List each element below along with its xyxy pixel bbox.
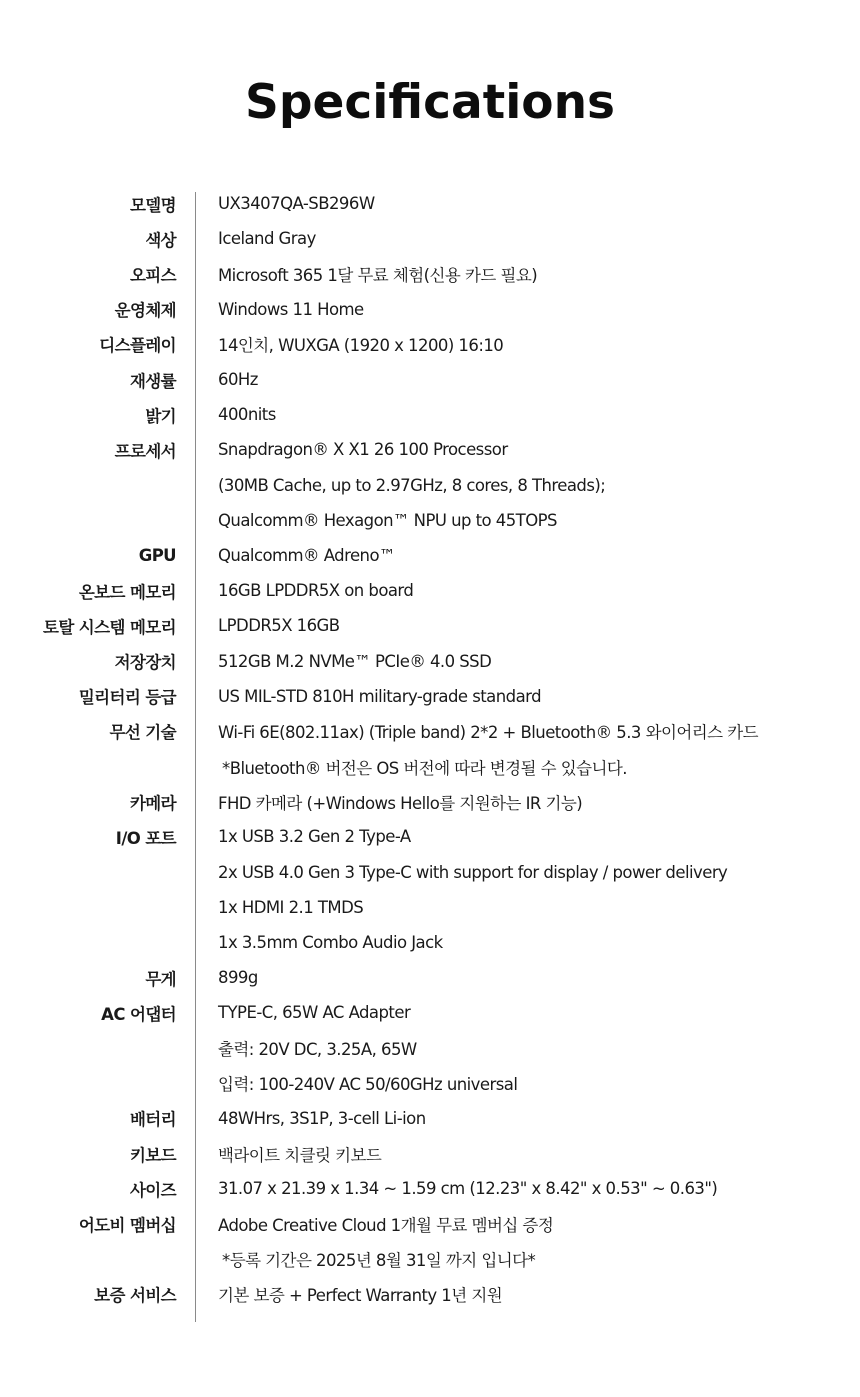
spec-label: 토탈 시스템 메모리 xyxy=(42,617,176,637)
spec-value: 출력: 20V DC, 3.25A, 65W xyxy=(218,1040,417,1060)
spec-value: 백라이트 치클릿 키보드 xyxy=(218,1145,382,1165)
spec-value: Snapdragon® X X1 26 100 Processor xyxy=(218,440,508,460)
spec-row xyxy=(0,890,860,925)
spec-value: 512GB M.2 NVMe™ PCIe® 4.0 SSD xyxy=(218,651,492,671)
spec-value: LPDDR5X 16GB xyxy=(218,616,340,636)
spec-row xyxy=(0,714,860,749)
spec-row xyxy=(0,186,860,221)
spec-label: 모델명 xyxy=(129,195,176,215)
spec-row xyxy=(0,1066,860,1101)
spec-row xyxy=(0,292,860,327)
spec-label: 재생률 xyxy=(129,371,176,391)
spec-value: UX3407QA-SB296W xyxy=(218,194,375,214)
spec-row xyxy=(0,960,860,995)
spec-row xyxy=(0,1242,860,1277)
spec-row xyxy=(0,995,860,1030)
spec-label: 디스플레이 xyxy=(99,336,176,356)
spec-row xyxy=(0,784,860,819)
spec-note: *Bluetooth® 버전은 OS 버전에 따라 변경될 수 있습니다. xyxy=(222,758,627,778)
spec-value: Qualcomm® Hexagon™ NPU up to 45TOPS xyxy=(218,510,557,530)
spec-label: 밝기 xyxy=(145,406,176,426)
spec-label: 오피스 xyxy=(129,265,176,285)
spec-row xyxy=(0,855,860,890)
spec-label: 키보드 xyxy=(129,1145,176,1165)
spec-label: GPU xyxy=(138,545,176,565)
spec-label: 밀리터리 등급 xyxy=(78,688,176,708)
spec-value: 1x HDMI 2.1 TMDS xyxy=(218,897,364,917)
spec-row xyxy=(0,925,860,960)
spec-value: 1x 3.5mm Combo Audio Jack xyxy=(218,933,443,953)
spec-row xyxy=(0,221,860,256)
spec-row xyxy=(0,608,860,643)
spec-label: 카메라 xyxy=(129,793,176,813)
spec-value: 400nits xyxy=(218,405,276,425)
spec-row xyxy=(0,397,860,432)
spec-row xyxy=(0,749,860,784)
spec-label: 운영체제 xyxy=(114,301,176,321)
page-title: Specifications xyxy=(244,75,616,130)
spec-value: 기본 보증 + Perfect Warranty 1년 지원 xyxy=(218,1286,503,1306)
spec-label: 온보드 메모리 xyxy=(78,582,176,602)
spec-label: 무게 xyxy=(145,969,176,989)
spec-label: AC 어댑터 xyxy=(101,1004,176,1024)
spec-value: 16GB LPDDR5X on board xyxy=(218,581,414,601)
spec-value: 60Hz xyxy=(218,370,258,390)
spec-label: 사이즈 xyxy=(129,1180,176,1200)
spec-value: Wi-Fi 6E(802.11ax) (Triple band) 2*2 + Bluetooth® 5.3 와이어리스 카드 xyxy=(218,723,758,743)
spec-label: 배터리 xyxy=(129,1110,176,1130)
spec-row xyxy=(0,503,860,538)
spec-value: 31.07 x 21.39 x 1.34 ~ 1.59 cm (12.23" x 8.42" x 0.53" ~ 0.63") xyxy=(218,1179,718,1199)
spec-value: Microsoft 365 1달 무료 체험(신용 카드 필요) xyxy=(218,265,538,285)
spec-table xyxy=(0,186,860,1312)
spec-note: *등록 기간은 2025년 8월 31일 까지 입니다* xyxy=(222,1251,536,1271)
spec-row xyxy=(0,1277,860,1312)
spec-value: Windows 11 Home xyxy=(218,299,364,319)
spec-row xyxy=(0,573,860,608)
spec-row xyxy=(0,256,860,291)
spec-label: 어도비 멤버십 xyxy=(78,1216,176,1236)
spec-row xyxy=(0,679,860,714)
spec-row xyxy=(0,468,860,503)
spec-value: FHD 카메라 (+Windows Hello를 지원하는 IR 기능) xyxy=(218,793,583,813)
spec-label: 무선 기술 xyxy=(109,723,176,743)
spec-value: TYPE-C, 65W AC Adapter xyxy=(218,1003,411,1023)
spec-value: 899g xyxy=(218,968,258,988)
spec-value: 입력: 100-240V AC 50/60GHz universal xyxy=(218,1075,518,1095)
spec-row xyxy=(0,327,860,362)
spec-row xyxy=(0,1101,860,1136)
spec-row xyxy=(0,432,860,467)
spec-value: Adobe Creative Cloud 1개월 무료 멤버십 증정 xyxy=(218,1216,554,1236)
spec-value: 1x USB 3.2 Gen 2 Type-A xyxy=(218,827,411,847)
spec-value: 2x USB 4.0 Gen 3 Type-C with support for display / power delivery xyxy=(218,862,728,882)
spec-row xyxy=(0,643,860,678)
spec-row xyxy=(0,1031,860,1066)
spec-row xyxy=(0,1206,860,1241)
spec-value: 14인치, WUXGA (1920 x 1200) 16:10 xyxy=(218,336,504,356)
spec-value: 48WHrs, 3S1P, 3-cell Li-ion xyxy=(218,1108,426,1128)
spec-value: US MIL-STD 810H military-grade standard xyxy=(218,686,541,706)
spec-value: Iceland Gray xyxy=(218,229,316,249)
spec-row xyxy=(0,1171,860,1206)
spec-label: I/O 포트 xyxy=(115,828,176,848)
spec-label: 저장장치 xyxy=(114,653,176,673)
spec-label: 색상 xyxy=(145,230,176,250)
spec-label: 프로세서 xyxy=(114,441,176,461)
spec-row xyxy=(0,819,860,854)
spec-value: Qualcomm® Adreno™ xyxy=(218,545,395,565)
spec-row xyxy=(0,362,860,397)
spec-row xyxy=(0,1136,860,1171)
spec-row xyxy=(0,538,860,573)
spec-label: 보증 서비스 xyxy=(94,1286,176,1306)
spec-value: (30MB Cache, up to 2.97GHz, 8 cores, 8 Threads); xyxy=(218,475,606,495)
